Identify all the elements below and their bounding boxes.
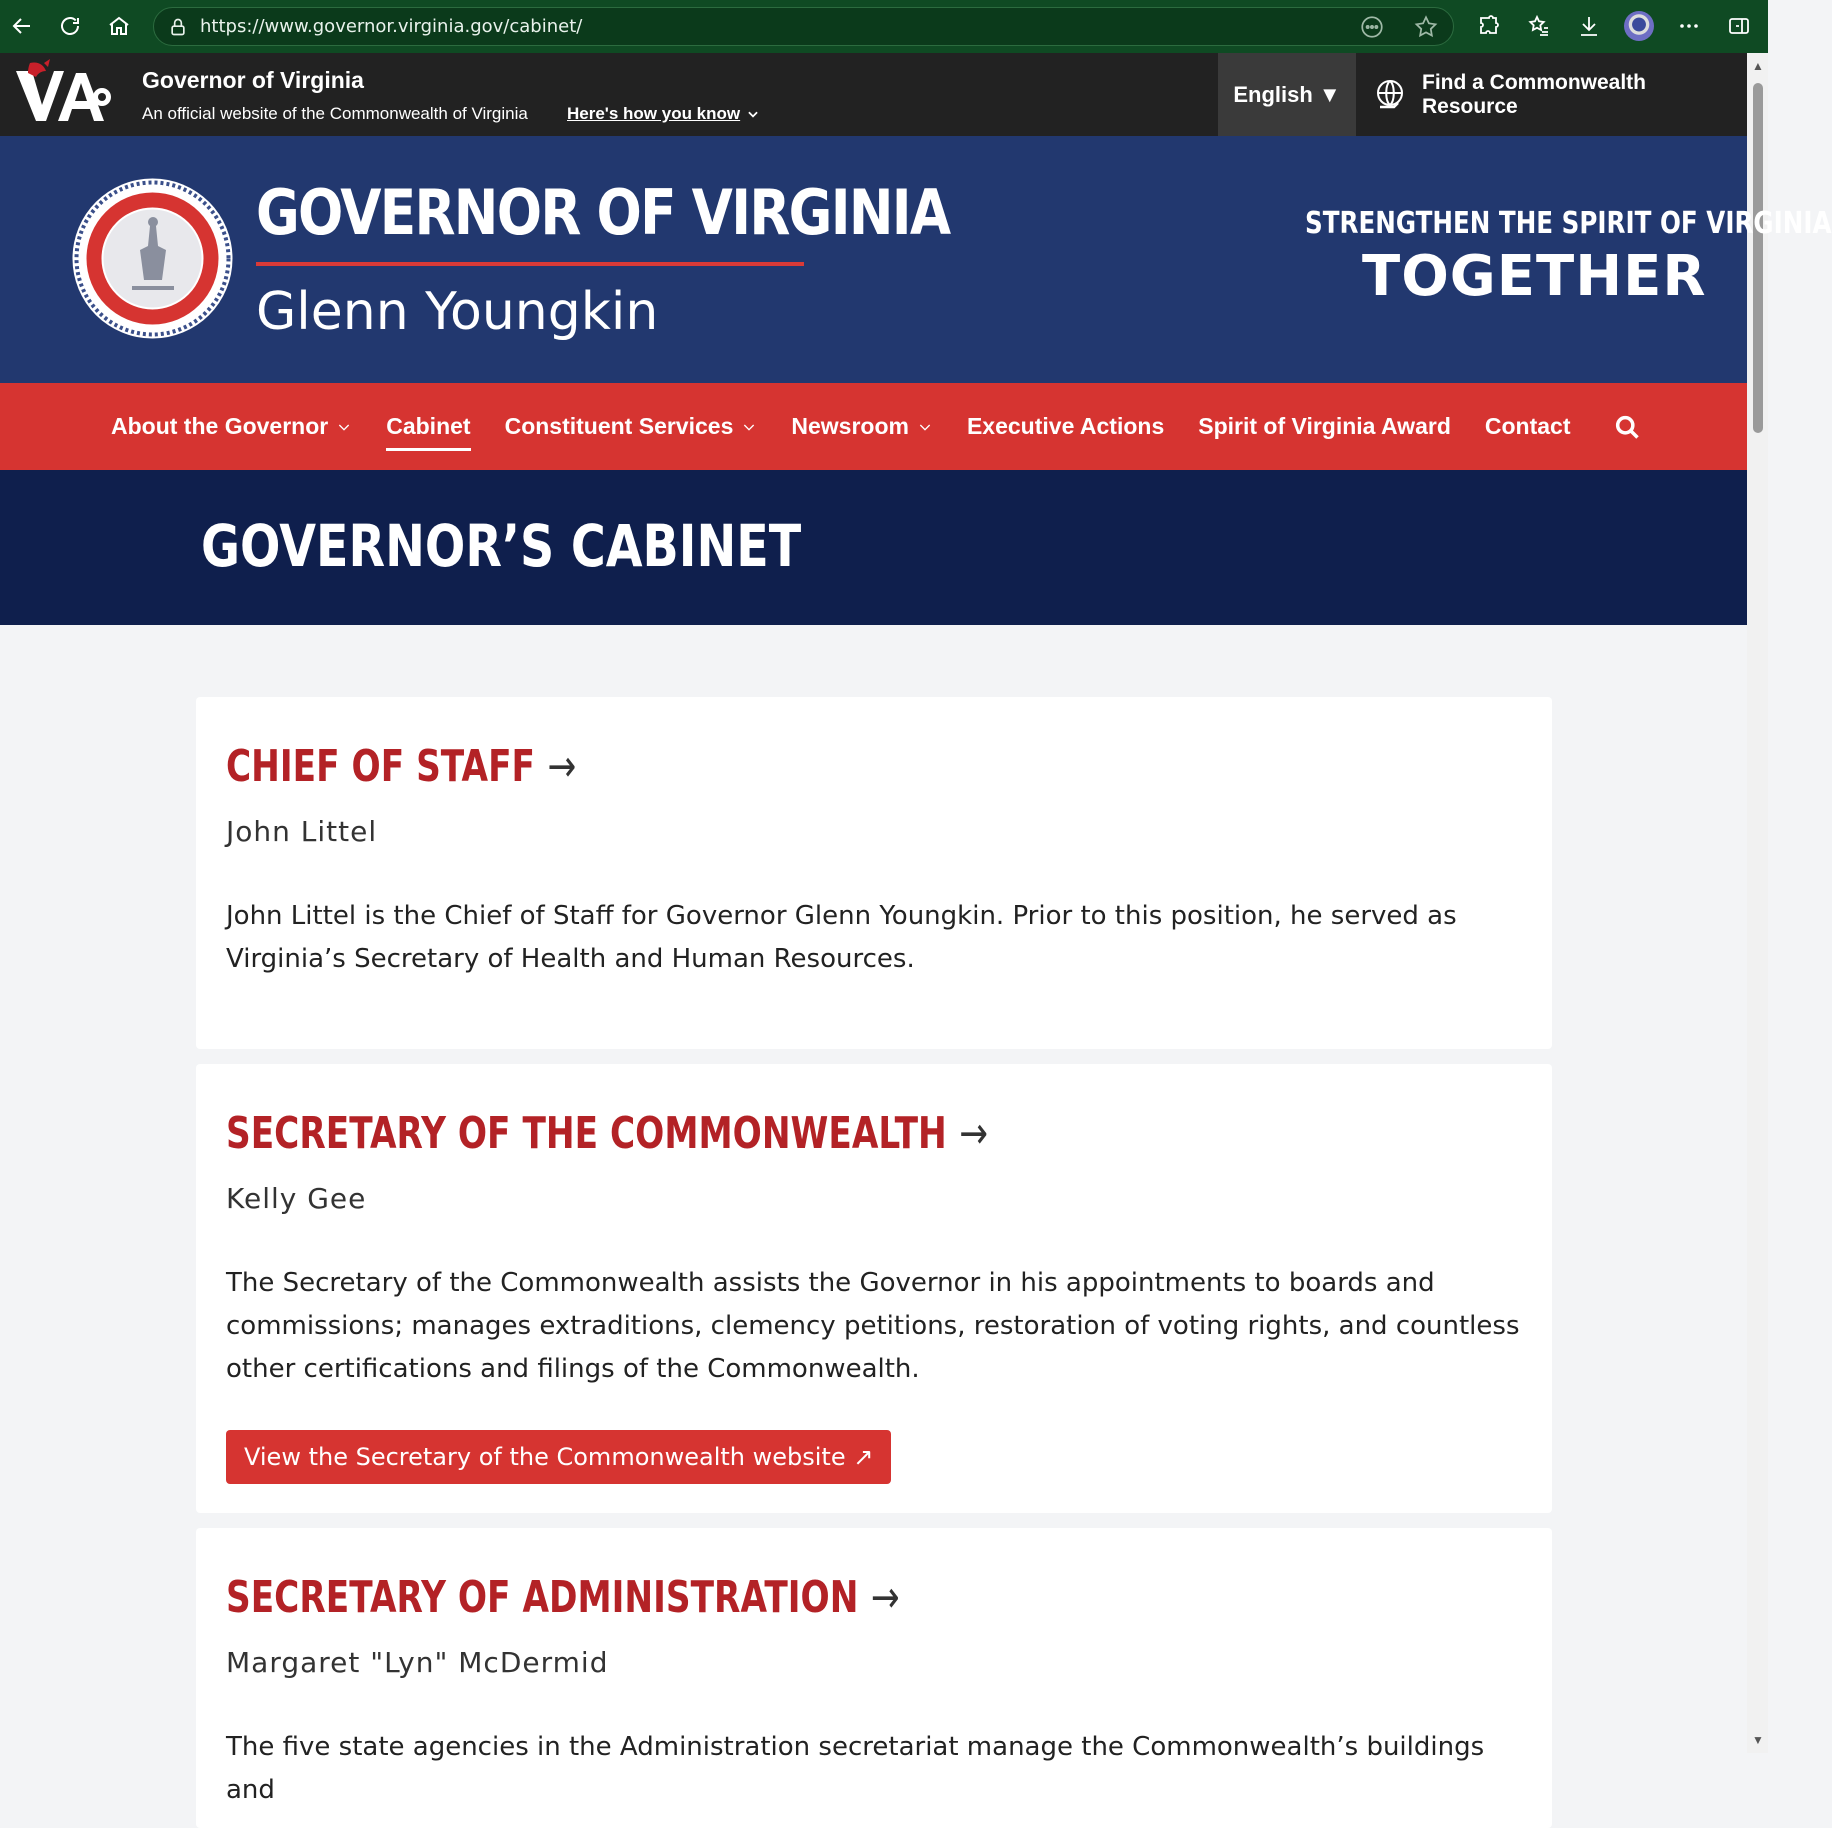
card-person-name: Kelly Gee [226, 1182, 367, 1215]
favorite-star-icon[interactable] [1413, 14, 1439, 40]
language-selector[interactable]: English ▼ [1218, 53, 1356, 136]
masthead-divider [256, 262, 804, 266]
main-navigation [0, 383, 1747, 470]
nav-item-newsroom[interactable] [791, 407, 933, 447]
how-you-know-toggle[interactable] [567, 104, 760, 124]
profile-button[interactable] [1620, 7, 1658, 45]
chevron-down-icon [336, 419, 352, 435]
find-resource-label: Find a Commonwealth Resource [1422, 70, 1647, 118]
more-dots-icon [1677, 14, 1701, 38]
favorites-button[interactable] [1520, 7, 1558, 45]
sidebar-toggle-button[interactable] [1720, 7, 1758, 45]
scroll-up-icon[interactable]: ▲ [1752, 59, 1764, 73]
cabinet-card-chief-of-staff [196, 697, 1552, 1049]
nav-item-constituent-services[interactable] [505, 407, 758, 447]
governor-name: Glenn Youngkin [256, 282, 659, 342]
view-secretary-website-button[interactable]: View the Secretary of the Commonwealth website ↗ [226, 1430, 891, 1484]
search-icon[interactable] [1613, 413, 1641, 441]
globe-icon [1372, 77, 1408, 113]
scroll-down-icon[interactable]: ▼ [1752, 1733, 1764, 1747]
cabinet-card-secretary-of-administration [196, 1528, 1552, 1828]
arrow-right-icon: → [547, 741, 577, 792]
avatar [1624, 11, 1654, 41]
page-banner [0, 470, 1747, 625]
card-heading-link[interactable] [226, 741, 576, 792]
nav-item-label: Cabinet [386, 413, 471, 439]
nav-item-contact[interactable] [1485, 407, 1571, 447]
puzzle-icon [1477, 14, 1501, 38]
org-name: Governor of Virginia [142, 67, 364, 93]
reload-icon [58, 14, 82, 38]
url-text: https://www.governor.virginia.gov/cabinet/ [200, 16, 583, 37]
card-heading: SECRETARY OF ADMINISTRATION [226, 1572, 859, 1623]
nav-item-executive-actions[interactable] [967, 407, 1164, 447]
nav-item-about-the-governor[interactable] [111, 407, 352, 447]
reload-button[interactable] [48, 4, 92, 48]
scroll-thumb[interactable] [1753, 83, 1763, 433]
downloads-button[interactable] [1570, 7, 1608, 45]
nav-item-label: Newsroom [791, 413, 909, 439]
chevron-down-icon [917, 419, 933, 435]
virginia-seal-logo[interactable] [70, 176, 235, 341]
page-scrollbar[interactable] [1747, 53, 1768, 1753]
official-site-bar [0, 53, 1747, 136]
nav-item-label: Constituent Services [504, 413, 734, 439]
chevron-down-icon [741, 419, 757, 435]
sidebar-icon [1727, 14, 1751, 38]
slogan-line-2: TOGETHER [1362, 244, 1707, 309]
nav-item-cabinet[interactable] [386, 407, 470, 447]
reader-mode-icon[interactable] [1359, 14, 1385, 40]
card-description: The five state agencies in the Administration secretariat manage the Commonwealth’s buildings and [226, 1732, 1485, 1805]
card-heading-link[interactable] [226, 1572, 900, 1623]
nav-item-label: Contact [1484, 413, 1571, 439]
page-title: GOVERNOR’S CABINET [201, 512, 802, 580]
nav-item-label: Executive Actions [966, 413, 1165, 439]
card-person-name: Margaret "Lyn" McDermid [226, 1646, 609, 1679]
nav-item-spirit-of-virginia-award[interactable] [1198, 407, 1451, 447]
more-button[interactable] [1670, 7, 1708, 45]
favorites-list-icon [1527, 14, 1551, 38]
home-icon [107, 14, 131, 38]
card-heading: CHIEF OF STAFF [226, 741, 536, 792]
lock-icon [168, 17, 188, 37]
masthead-title[interactable]: GOVERNOR OF VIRGINIA [256, 176, 950, 249]
extensions-button[interactable] [1470, 7, 1508, 45]
official-tagline: An official website of the Commonwealth of Virginia [142, 104, 528, 123]
home-button[interactable] [97, 4, 141, 48]
browser-toolbar [0, 0, 1768, 53]
slogan-line-1: STRENGTHEN THE SPIRIT OF VIRGINIA [1305, 206, 1832, 241]
card-description: John Littel is the Chief of Staff for Governor Glenn Youngkin. Prior to this position, he served as Virginia’s Secretary of Health and Human Resources. [226, 901, 1457, 974]
find-resource-link[interactable] [1356, 53, 1747, 136]
nav-item-label: Spirit of Virginia Award [1198, 413, 1451, 439]
cabinet-card-secretary-of-the-commonwealth [196, 1064, 1552, 1513]
chevron-down-icon [746, 107, 760, 121]
arrow-right-icon: → [870, 1572, 900, 1623]
site-masthead [0, 136, 1832, 383]
card-heading: SECRETARY OF THE COMMONWEALTH [226, 1108, 947, 1159]
back-button[interactable] [0, 4, 44, 48]
card-person-name: John Littel [226, 815, 378, 848]
arrow-right-icon: → [959, 1108, 988, 1159]
card-heading-link[interactable] [226, 1108, 988, 1159]
address-bar[interactable] [153, 7, 1454, 46]
va-cardinal-logo[interactable] [14, 59, 122, 123]
back-arrow-icon [10, 14, 34, 38]
card-description: The Secretary of the Commonwealth assists the Governor in his appointments to boards and commissions; manages extraditions, clemency petitions, restoration of voting rights, and countless other certifications and filings of the Commonwealth. [226, 1268, 1520, 1384]
how-you-know-label: Here's how you know [567, 104, 741, 123]
download-icon [1577, 14, 1601, 38]
nav-item-label: About the Governor [111, 413, 329, 439]
